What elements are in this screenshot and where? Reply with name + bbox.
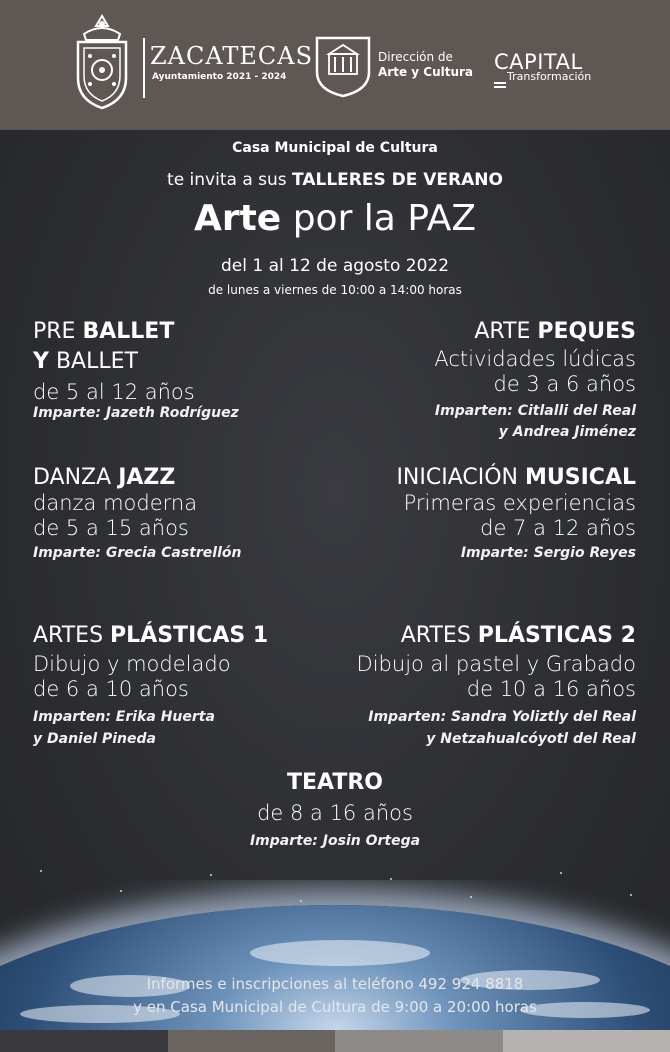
peques-desc: Actividades lúdicas [434, 347, 636, 371]
ballet-name-bold: BALLET [82, 319, 175, 344]
stripe-3 [335, 1030, 503, 1052]
header-bar [0, 0, 670, 130]
musical-name-light: INICIACIÓN [396, 465, 519, 490]
musical-name-bold: MUSICAL [525, 465, 636, 490]
title-rest: por la PAZ [292, 198, 477, 239]
capital-logo-text: CAPITAL [494, 50, 583, 74]
city-subtitle: Ayuntamiento 2021 - 2024 [152, 72, 287, 82]
jazz-ages: de 5 a 15 años [33, 516, 189, 540]
teatro-ages: de 8 a 16 años [257, 801, 413, 825]
plasticas2-desc: Dibujo al pastel y Grabado [356, 652, 636, 676]
peques-ages: de 3 a 6 años [493, 372, 636, 396]
plasticas1-name-bold: PLÁSTICAS 1 [110, 623, 269, 648]
ballet-ages: de 5 al 12 años [33, 380, 195, 404]
plasticas2-name-light: ARTES [400, 623, 471, 648]
venue-name: Casa Municipal de Cultura [232, 140, 438, 156]
plasticas2-instructor-1: Imparten: Sandra Yoliztly del Real [368, 709, 636, 725]
plasticas2-ages: de 10 a 16 años [466, 677, 636, 701]
dept-line-1: Dirección de [378, 50, 453, 64]
invite-line [0, 170, 670, 190]
invite-prefix: te invita a sus [167, 170, 287, 190]
bottom-color-stripes [0, 1030, 670, 1052]
plasticas1-desc: Dibujo y modelado [33, 652, 231, 676]
plasticas2-title [401, 622, 636, 650]
peques-instructor-2: y Andrea Jiménez [498, 424, 636, 440]
plasticas1-instructor-2: y Daniel Pineda [33, 731, 156, 747]
plasticas1-name-light: ARTES [33, 623, 104, 648]
peques-name-bold: PEQUES [537, 319, 636, 344]
jazz-title [33, 464, 175, 492]
jazz-name-light: DANZA [33, 465, 112, 490]
ballet-instructor: Imparte: Jazeth Rodríguez [33, 405, 239, 421]
main-title [0, 198, 670, 239]
capital-logo-mark [494, 74, 506, 82]
musical-desc: Primeras experiencias [403, 491, 636, 515]
capital-subtitle: Transformación [507, 70, 592, 83]
peques-name-light: ARTE [474, 319, 531, 344]
ballet-name-light: PRE [33, 319, 76, 344]
jazz-instructor: Imparte: Grecia Castrellón [33, 545, 242, 561]
jazz-desc: danza moderna [33, 491, 198, 515]
plasticas1-ages: de 6 a 10 años [33, 677, 189, 701]
footer-line-2: y en Casa Municipal de Cultura de 9:00 a 20:00 horas [133, 998, 537, 1016]
teatro-instructor: Imparte: Josin Ortega [249, 833, 421, 849]
ballet-title-2 [33, 348, 138, 376]
ballet-name2-light: BALLET [55, 349, 138, 374]
dept-line-2: Arte y Cultura [378, 65, 474, 79]
plasticas1-title [33, 622, 268, 650]
plasticas2-instructor-2: y Netzahualcóyotl del Real [426, 731, 636, 747]
peques-title [474, 318, 636, 346]
ballet-name2-bold: Y [33, 349, 49, 374]
plasticas2-name-bold: PLÁSTICAS 2 [477, 623, 636, 648]
footer-line-1: Informes e inscripciones al teléfono 492 924 8818 [146, 975, 524, 993]
musical-title [396, 464, 636, 492]
event-dates: del 1 al 12 de agosto 2022 [220, 256, 450, 276]
peques-instructor-1: Imparten: Citlalli del Real [434, 403, 636, 419]
musical-ages: de 7 a 12 años [480, 516, 636, 540]
stripe-2 [168, 1030, 336, 1052]
dept-building-icon [313, 32, 373, 98]
coat-of-arms-icon [70, 12, 134, 112]
jazz-name-bold: JAZZ [118, 465, 176, 490]
event-schedule: de lunes a viernes de 10:00 a 14:00 horas [208, 283, 462, 297]
musical-instructor: Imparte: Sergio Reyes [460, 545, 636, 561]
title-bold: Arte [193, 198, 282, 239]
stripe-4 [503, 1030, 670, 1052]
city-name: ZACATECAS [150, 42, 314, 70]
ballet-title-1 [33, 318, 174, 346]
invite-bold: TALLERES DE VERANO [292, 170, 503, 190]
header-divider [143, 38, 145, 98]
stripe-1 [0, 1030, 168, 1052]
plasticas1-instructor-1: Imparten: Erika Huerta [33, 709, 215, 725]
teatro-title: TEATRO [286, 770, 383, 795]
